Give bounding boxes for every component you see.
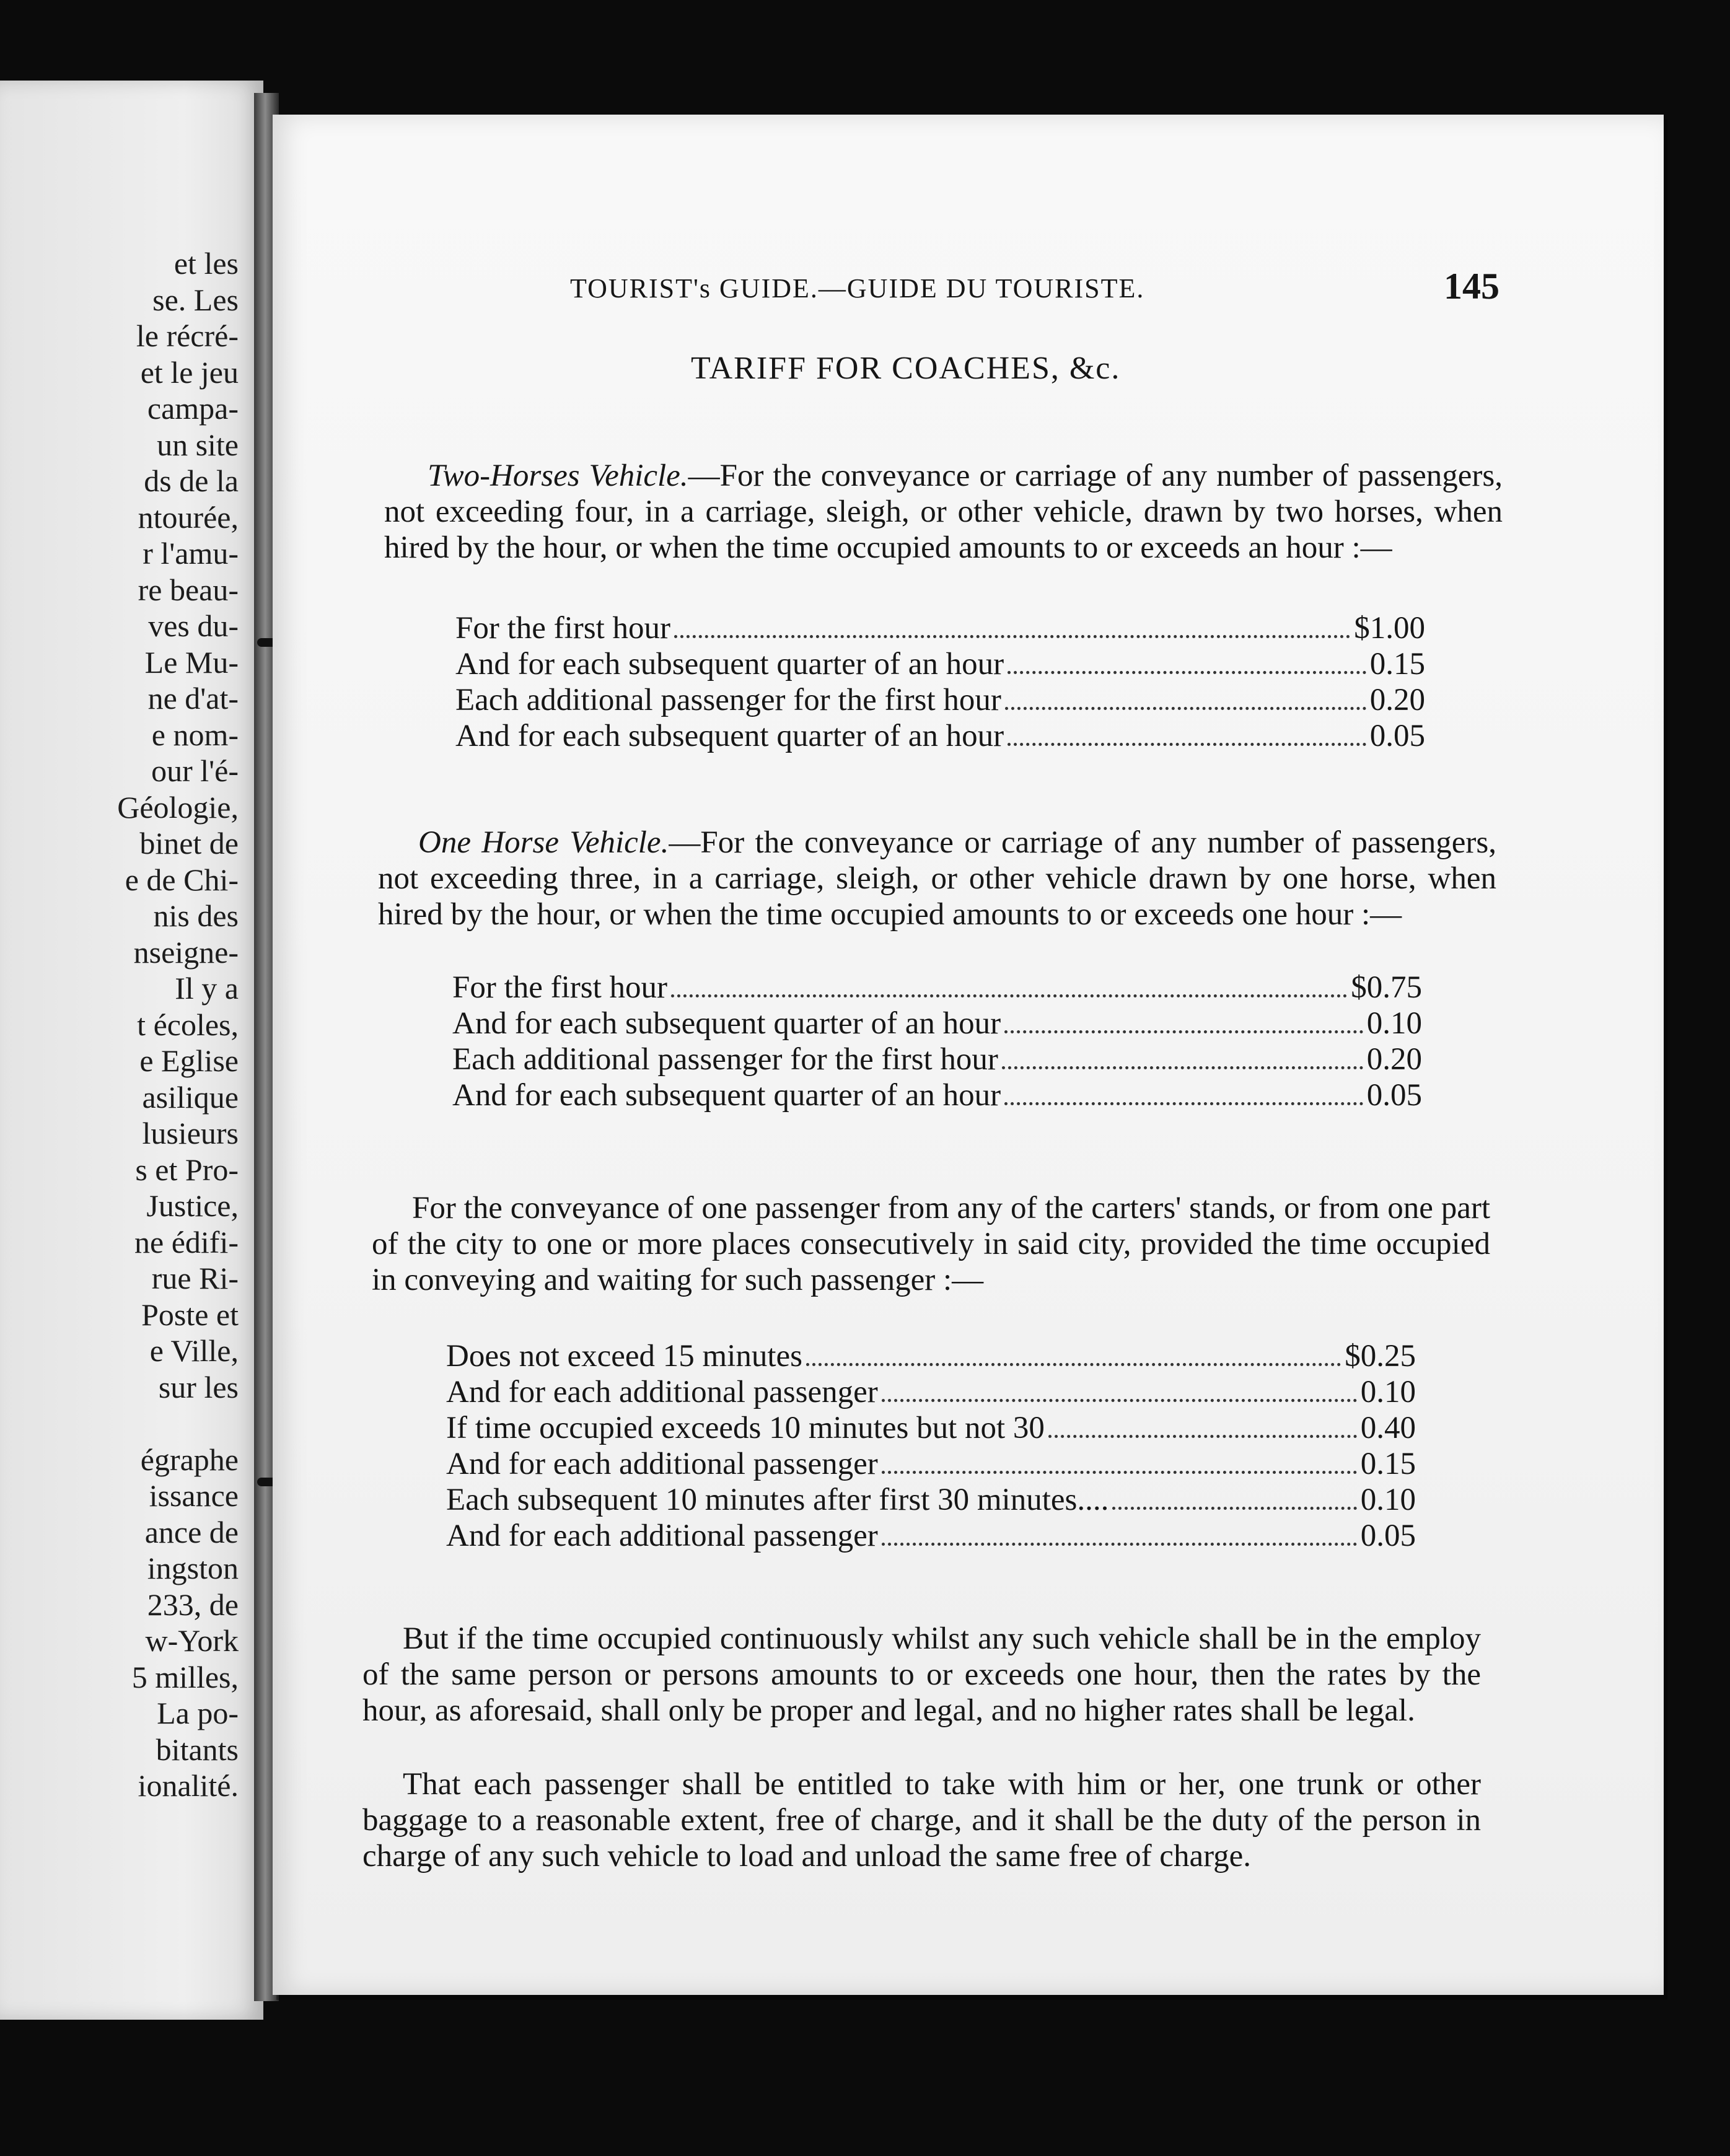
fare-label: And for each subsequent quarter of an hour — [455, 719, 1004, 753]
left-facing-page — [0, 81, 263, 2020]
left-page-line: Le Mu- — [144, 644, 239, 680]
fare-price: 0.20 — [1366, 1042, 1422, 1077]
fare-price: 0.10 — [1366, 1006, 1422, 1041]
running-head: TOURIST's GUIDE.—GUIDE DU TOURISTE. — [570, 273, 1145, 304]
left-page-line: ntourée, — [138, 499, 239, 535]
left-page-line: nis des — [153, 898, 239, 933]
left-page-line: se. Les — [152, 282, 239, 317]
one-passenger-fare-table — [446, 1338, 1416, 1554]
one-horse-lead: One Horse Vehicle. — [418, 825, 669, 860]
left-page-line: e Ville, — [149, 1333, 239, 1368]
dot-leader — [1004, 1102, 1363, 1105]
left-page-line: et le jeu — [140, 354, 239, 390]
fare-label: Does not exceed 15 minutes — [446, 1339, 803, 1374]
left-page-line: ds de la — [144, 463, 239, 498]
one-passenger-text: For the conveyance of one passenger from any of the carters' stands, or from one part of the city to one or more places consecutively in said city, provided the time occupied in conveying and waiting for such passenger :— — [372, 1191, 1490, 1297]
one-horse-paragraph — [378, 825, 1496, 932]
fare-label: And for each subsequent quarter of an hour — [452, 1078, 1001, 1113]
left-page-line: ionalité. — [138, 1768, 239, 1803]
dot-leader — [806, 1363, 1341, 1366]
dot-leader — [1004, 1030, 1363, 1033]
fare-price: 0.15 — [1369, 647, 1425, 681]
left-page-line: e nom- — [151, 717, 239, 752]
dot-leader — [882, 1399, 1357, 1402]
fare-row — [446, 1482, 1416, 1518]
fare-row — [446, 1410, 1416, 1446]
fare-row — [452, 970, 1422, 1006]
left-page-line: ingston — [147, 1551, 239, 1585]
left-page-line: w-York — [145, 1623, 239, 1658]
fare-row — [455, 646, 1425, 682]
left-page-line: our l'é- — [151, 753, 239, 788]
left-page-line: Poste et — [141, 1297, 239, 1332]
fare-label: Each additional passenger for the first hour — [455, 683, 1001, 717]
fare-label: For the first hour — [452, 970, 668, 1005]
two-horse-paragraph — [384, 458, 1503, 566]
fare-label: And for each additional passenger — [446, 1447, 878, 1481]
fare-price: $0.75 — [1351, 970, 1422, 1005]
left-page-line: 5 milles, — [131, 1659, 239, 1694]
left-page-line: s et Pro- — [135, 1152, 239, 1187]
fare-price: 0.05 — [1366, 1078, 1422, 1113]
one-passenger-paragraph — [372, 1190, 1490, 1298]
two-horse-lead: Two-Horses Vehicle. — [428, 458, 688, 493]
fare-price: 0.05 — [1369, 719, 1425, 753]
left-page-line: et les — [173, 246, 239, 281]
left-page-line: ne édifi- — [134, 1224, 239, 1260]
fare-price: $1.00 — [1354, 611, 1425, 646]
fare-row — [452, 1041, 1422, 1077]
left-page-line: nseigne- — [133, 934, 239, 970]
dot-leader — [1002, 1066, 1363, 1069]
left-page-line: e de Chi- — [125, 862, 239, 897]
left-page-line: ne d'at- — [147, 681, 239, 716]
fare-label: And for each additional passenger — [446, 1518, 878, 1553]
two-horse-text: —For the conveyance or carriage of any number of passengers, not exceeding four, in a carriage, sleigh, or other vehicle, drawn by two horses, when hired by the hour, or when the time occupied amounts to or exceeds an hour :— — [384, 458, 1503, 565]
left-page-line: 233, de — [147, 1587, 239, 1622]
fare-row — [455, 718, 1425, 754]
fare-row — [446, 1338, 1416, 1374]
fare-price: $0.25 — [1345, 1339, 1416, 1374]
fare-row — [452, 1006, 1422, 1041]
page-number: 145 — [1444, 266, 1499, 307]
fare-label: Each additional passenger for the first hour — [452, 1042, 998, 1077]
left-page-line: binet de — [139, 826, 239, 861]
left-page-line: La po- — [157, 1696, 239, 1730]
fare-price: 0.20 — [1369, 683, 1425, 717]
fare-label: Each subsequent 10 minutes after first 30 minutes.... — [446, 1483, 1109, 1517]
fare-row — [446, 1518, 1416, 1554]
fare-price: 0.40 — [1360, 1411, 1416, 1445]
left-page-line: re beau- — [138, 572, 239, 607]
fare-label: And for each subsequent quarter of an hour — [455, 647, 1004, 681]
left-page-line: campa- — [147, 391, 239, 426]
dot-leader — [1008, 671, 1366, 674]
left-page-line: asilique — [142, 1079, 239, 1115]
left-page-line: un site — [157, 427, 239, 462]
fare-label: If time occupied exceeds 10 minutes but not 30 — [446, 1411, 1045, 1445]
dot-leader — [1112, 1507, 1356, 1510]
left-page-line: Justice, — [146, 1188, 239, 1223]
fare-row — [446, 1374, 1416, 1410]
closing-paragraph-hourly-rates: But if the time occupied continuously whilst any such vehicle shall be in the employ of the same person or persons amounts to or exceeds one hour, then the rates by the hour, as aforesaid, shall only be proper and legal, and no higher rates shall be legal. — [362, 1621, 1481, 1728]
fare-price: 0.05 — [1360, 1518, 1416, 1553]
dot-leader — [674, 635, 1350, 638]
fare-row — [452, 1077, 1422, 1113]
fare-price: 0.10 — [1360, 1375, 1416, 1409]
left-page-line: lusieurs — [142, 1116, 239, 1150]
left-page-line: Géologie, — [117, 789, 239, 825]
fare-price: 0.10 — [1360, 1483, 1416, 1517]
left-page-line: égraphe — [140, 1442, 239, 1477]
dot-leader — [882, 1471, 1357, 1474]
fare-row — [446, 1446, 1416, 1482]
closing-paragraph-baggage: That each passenger shall be entitled to take with him or her, one trunk or other baggage to a reasonable extent, free of charge, and it shall be the duty of the person in charge of any such vehicle to load and unload the same free of charge. — [362, 1767, 1481, 1873]
fare-label: For the first hour — [455, 611, 671, 646]
left-page-line: rue Ri- — [151, 1261, 239, 1295]
two-horse-fare-table — [455, 610, 1425, 754]
left-page-line: sur les — [158, 1369, 239, 1404]
dot-leader — [1008, 743, 1366, 746]
fare-row — [455, 682, 1425, 718]
dot-leader — [1048, 1435, 1357, 1438]
fare-row — [455, 610, 1425, 646]
left-page-line: ance de — [144, 1514, 239, 1549]
fare-label: And for each subsequent quarter of an hour — [452, 1006, 1001, 1041]
left-page-line: bitants — [156, 1732, 239, 1767]
left-page-line: Il y a — [175, 971, 239, 1006]
fare-label: And for each additional passenger — [446, 1375, 878, 1409]
one-horse-text: —For the conveyance or carriage of any number of passengers, not exceeding three, in a carriage, sleigh, or other vehicle drawn by one horse, when hired by the hour, or when the time occupied amounts to or exceeds one hour :— — [378, 825, 1496, 932]
section-title: TARIFF FOR COACHES, &c. — [691, 351, 1121, 386]
left-page-line: e Eglise — [139, 1043, 239, 1078]
dot-leader — [671, 994, 1347, 997]
dot-leader — [882, 1543, 1357, 1546]
left-page-line: issance — [149, 1478, 239, 1513]
left-page-line: r l'amu- — [143, 536, 239, 571]
left-page-line: le récré- — [136, 318, 239, 353]
fare-price: 0.15 — [1360, 1447, 1416, 1481]
left-page-line: t écoles, — [137, 1007, 239, 1042]
one-horse-fare-table — [452, 970, 1422, 1113]
left-page-line: ves du- — [148, 608, 239, 643]
dot-leader — [1005, 707, 1366, 710]
